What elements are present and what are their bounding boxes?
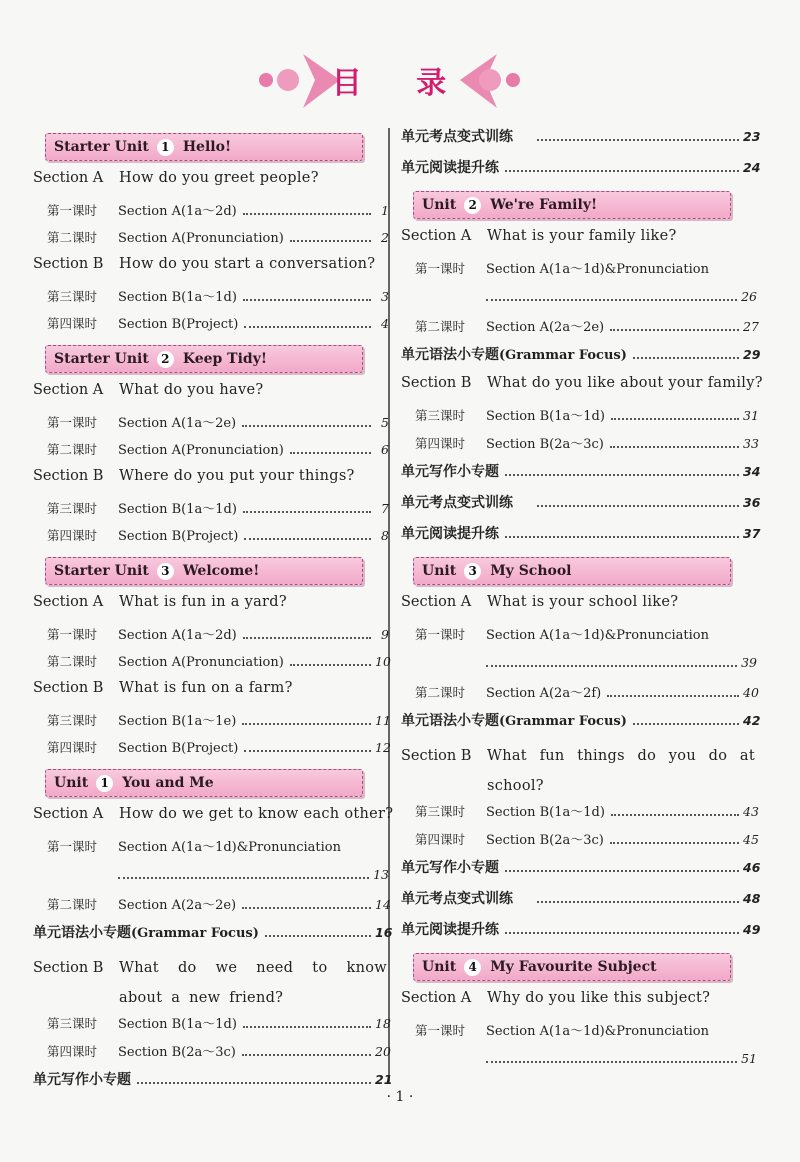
special-topic-entry[interactable] xyxy=(401,126,761,146)
special-topic-entry[interactable] xyxy=(401,857,761,877)
section-question: How do you greet people? xyxy=(119,170,319,186)
lesson-section: Section B(1a～1d) xyxy=(118,1017,237,1032)
dot-leader xyxy=(607,695,739,697)
page-ref: 18 xyxy=(375,1016,391,1031)
topic-title: 单元写作小专题 xyxy=(401,464,499,480)
section-heading xyxy=(401,594,757,610)
unit-header[interactable] xyxy=(413,953,731,981)
unit-name: My School xyxy=(490,563,572,579)
dot-leader xyxy=(244,538,371,540)
section-question: What do you have? xyxy=(119,382,264,398)
dot-leader xyxy=(290,452,371,454)
lesson-line xyxy=(401,655,757,671)
lesson-entry[interactable] xyxy=(33,1041,389,1060)
page-ref: 43 xyxy=(743,804,759,819)
section-question: What is fun on a farm? xyxy=(119,680,293,696)
page-ref: 12 xyxy=(375,740,391,755)
dot-leader xyxy=(242,1054,371,1056)
unit-number-badge: 1 xyxy=(96,775,113,792)
lesson-number: 第四课时 xyxy=(47,316,98,331)
lesson-section: Section B(2a～3c) xyxy=(486,833,604,848)
dot-leader xyxy=(633,357,739,359)
page-ref: 37 xyxy=(743,526,761,541)
lesson-number: 第四课时 xyxy=(47,1044,98,1059)
page-ref: 23 xyxy=(743,129,761,144)
dot-leader xyxy=(537,901,739,903)
lesson-number: 第三课时 xyxy=(47,289,98,304)
lesson-entry[interactable] xyxy=(33,1013,389,1032)
dot-leader xyxy=(505,870,739,872)
lesson-number: 第四课时 xyxy=(415,832,466,847)
section-label: Section B xyxy=(33,256,104,272)
page-ref: 31 xyxy=(743,408,759,423)
lesson-section: Section A(Pronunciation) xyxy=(118,231,284,246)
page-ref: 42 xyxy=(743,713,761,728)
dot-leader xyxy=(505,932,739,934)
dot-leader xyxy=(537,139,739,141)
page-ref: 11 xyxy=(375,713,391,728)
unit-prefix: Starter Unit xyxy=(54,139,149,155)
topic-title: 单元写作小专题 xyxy=(401,860,499,876)
lesson-number: 第三课时 xyxy=(415,804,466,819)
topic-subtitle: (Grammar Focus) xyxy=(499,714,627,729)
section-heading xyxy=(401,375,763,391)
lesson-section: Section A(2a～2e) xyxy=(118,898,237,913)
dot-leader xyxy=(486,299,737,301)
page-ref: 8 xyxy=(381,528,389,543)
special-topic-entry[interactable] xyxy=(401,710,761,730)
lesson-number: 第一课时 xyxy=(47,203,98,218)
page-ref: 51 xyxy=(741,1051,757,1066)
topic-subtitle: (Grammar Focus) xyxy=(131,926,259,941)
dot-leader xyxy=(290,664,371,666)
unit-name: We're Family! xyxy=(490,197,598,213)
unit-name: My Favourite Subject xyxy=(490,959,657,975)
dot-leader xyxy=(537,505,739,507)
lesson-section: Section A(2a～2e) xyxy=(486,320,605,335)
page-ref: 13 xyxy=(373,867,389,882)
page-ref: 46 xyxy=(743,860,761,875)
unit-header[interactable] xyxy=(45,133,363,161)
section-question: Why do you like this subject? xyxy=(487,990,711,1006)
dot-leader xyxy=(243,299,371,301)
lesson-number: 第三课时 xyxy=(47,713,98,728)
page-ref: 34 xyxy=(743,464,761,479)
lesson-number: 第二课时 xyxy=(47,442,98,457)
special-topic-entry[interactable] xyxy=(33,1069,393,1089)
lesson-number: 第一课时 xyxy=(47,839,98,854)
lesson-entry[interactable] xyxy=(401,405,757,424)
section-heading xyxy=(33,256,389,272)
lesson-section: Section A(1a～2e) xyxy=(118,416,237,431)
section-question: What do you like about your family? xyxy=(487,375,763,391)
special-topic-entry[interactable] xyxy=(401,492,761,512)
section-heading xyxy=(33,806,394,822)
lesson-entry[interactable] xyxy=(401,624,757,671)
lesson-section: Section A(1a～2d) xyxy=(118,628,237,643)
page-ref: 40 xyxy=(743,685,759,700)
section-heading xyxy=(33,382,389,398)
unit-header[interactable] xyxy=(45,769,363,797)
dot-leader xyxy=(243,511,371,513)
page-ref: 26 xyxy=(741,289,757,304)
lesson-entry[interactable] xyxy=(33,526,389,544)
lesson-entry[interactable] xyxy=(33,314,389,332)
dot-leader xyxy=(610,446,739,448)
topic-title: 单元语法小专题 xyxy=(33,925,131,941)
unit-prefix: Unit xyxy=(54,775,89,791)
lesson-entry[interactable] xyxy=(33,652,389,670)
section-question: What is your family like? xyxy=(487,228,677,244)
section-heading xyxy=(33,594,389,610)
unit-number-badge: 3 xyxy=(464,563,481,580)
dot-leader xyxy=(242,723,371,725)
lesson-number: 第一课时 xyxy=(47,415,98,430)
lesson-entry[interactable] xyxy=(401,801,757,820)
dot-leader xyxy=(137,1082,371,1084)
special-topic-entry[interactable] xyxy=(401,157,761,177)
section-heading xyxy=(33,680,389,696)
section-heading xyxy=(401,990,757,1006)
page-ref: 20 xyxy=(375,1044,391,1059)
section-question: How do you start a conversation? xyxy=(119,256,376,272)
unit-prefix: Unit xyxy=(422,959,457,975)
lesson-number: 第四课时 xyxy=(47,740,98,755)
lesson-section: Section A(Pronunciation) xyxy=(118,443,284,458)
dot-leader xyxy=(290,240,371,242)
lesson-entry[interactable] xyxy=(33,624,389,643)
dot-leader xyxy=(505,536,739,538)
section-heading xyxy=(33,468,389,484)
section-question: Where do you put your things? xyxy=(119,468,355,484)
lesson-section: Section B(1a～1e) xyxy=(118,714,237,729)
section-heading xyxy=(33,953,389,1013)
page-ref: 4 xyxy=(381,316,389,331)
lesson-entry[interactable] xyxy=(33,498,389,517)
lesson-section: Section A(1a～1d)&Pronunciation xyxy=(486,628,709,643)
unit-header[interactable] xyxy=(45,345,363,373)
lesson-number: 第四课时 xyxy=(47,528,98,543)
lesson-entry[interactable] xyxy=(401,1020,757,1067)
lesson-number: 第一课时 xyxy=(47,627,98,642)
lesson-section: Section B(2a～3c) xyxy=(486,437,604,452)
page-ref: 3 xyxy=(381,289,389,304)
lesson-entry[interactable] xyxy=(401,258,757,305)
lesson-section: Section A(Pronunciation) xyxy=(118,655,284,670)
lesson-number: 第一课时 xyxy=(415,627,466,642)
section-question: What is fun in a yard? xyxy=(119,594,287,610)
page-ref: 14 xyxy=(375,897,391,912)
page-ref: 27 xyxy=(743,319,759,334)
lesson-entry[interactable] xyxy=(33,228,389,246)
unit-number-badge: 1 xyxy=(157,139,174,156)
section-heading xyxy=(401,228,757,244)
lesson-number: 第三课时 xyxy=(415,408,466,423)
section-heading xyxy=(401,741,757,801)
dot-leader xyxy=(244,750,371,752)
dot-leader xyxy=(505,474,739,476)
lesson-line xyxy=(33,867,389,883)
lesson-section: Section B(1a～1d) xyxy=(118,290,237,305)
lesson-section: Section B(2a～3c) xyxy=(118,1045,236,1060)
dot-leader xyxy=(243,637,371,639)
topic-title: 单元写作小专题 xyxy=(33,1072,131,1088)
unit-header[interactable] xyxy=(413,191,731,219)
lesson-entry[interactable] xyxy=(401,829,757,848)
special-topic-entry[interactable] xyxy=(33,922,393,942)
special-topic-entry[interactable] xyxy=(401,888,761,908)
page-ref: 24 xyxy=(743,160,761,175)
unit-number-badge: 2 xyxy=(157,351,174,368)
lesson-line xyxy=(401,624,757,643)
lesson-number: 第二课时 xyxy=(47,230,98,245)
unit-name: Hello! xyxy=(182,139,232,155)
lesson-number: 第二课时 xyxy=(47,654,98,669)
lesson-line xyxy=(401,258,757,277)
page-ref: 2 xyxy=(381,230,389,245)
lesson-entry[interactable] xyxy=(33,710,389,729)
topic-title: 单元阅读提升练 xyxy=(401,160,499,176)
unit-number-badge: 3 xyxy=(157,563,174,580)
lesson-entry[interactable] xyxy=(33,440,389,458)
dot-leader xyxy=(610,329,739,331)
lesson-section: Section A(1a～1d)&Pronunciation xyxy=(486,262,709,277)
lesson-number: 第二课时 xyxy=(47,897,98,912)
dot-leader xyxy=(486,665,737,667)
page-ref: 1 xyxy=(381,203,389,218)
page-ref: 45 xyxy=(743,832,759,847)
dot-leader xyxy=(118,877,369,879)
dot-leader xyxy=(242,425,371,427)
special-topic-entry[interactable] xyxy=(401,461,761,481)
lesson-section: Section B(Project) xyxy=(118,741,239,756)
section-label: Section A xyxy=(401,594,472,610)
page-ref: 16 xyxy=(375,925,393,940)
section-label: Section A xyxy=(33,594,104,610)
lesson-entry[interactable] xyxy=(401,682,757,701)
lesson-number: 第二课时 xyxy=(415,319,466,334)
lesson-section: Section B(1a～1d) xyxy=(486,409,605,424)
unit-name: You and Me xyxy=(122,775,214,791)
section-question: How do we get to know each other? xyxy=(119,806,394,822)
dot-leader xyxy=(611,418,739,420)
section-question: What fun things do you do at school? xyxy=(487,748,755,794)
section-question: What do we need to know about a new friend? xyxy=(119,960,387,1006)
section-label: Section B xyxy=(33,960,104,976)
page-ref: 49 xyxy=(743,922,761,937)
lesson-number: 第三课时 xyxy=(47,1016,98,1031)
page-ref: 21 xyxy=(375,1072,393,1087)
section-question: What is your school like? xyxy=(487,594,679,610)
special-topic-entry[interactable] xyxy=(401,523,761,543)
page-ref: 5 xyxy=(381,415,389,430)
topic-title: 单元语法小专题 xyxy=(401,347,499,363)
dot-leader xyxy=(242,907,371,909)
lesson-section: Section B(Project) xyxy=(118,317,239,332)
page-ref: 7 xyxy=(381,501,389,516)
topic-title: 单元考点变式训练 xyxy=(401,891,513,907)
lesson-line xyxy=(401,1020,757,1039)
section-label: Section A xyxy=(33,382,104,398)
dot-leader xyxy=(243,1026,371,1028)
dot-leader xyxy=(611,814,739,816)
lesson-number: 第一课时 xyxy=(415,1023,466,1038)
unit-prefix: Unit xyxy=(422,563,457,579)
dot-leader xyxy=(265,935,371,937)
lesson-section: Section B(1a～1d) xyxy=(118,502,237,517)
lesson-section: Section A(2a～2f) xyxy=(486,686,602,701)
topic-title: 单元阅读提升练 xyxy=(401,922,499,938)
section-label: Section B xyxy=(33,468,104,484)
lesson-entry[interactable] xyxy=(33,894,389,913)
page-title: 目 录 xyxy=(331,66,469,101)
section-label: Section A xyxy=(401,228,472,244)
page-ref: 39 xyxy=(741,655,757,670)
section-label: Section A xyxy=(33,806,104,822)
page-ref: 33 xyxy=(743,436,759,451)
lesson-number: 第三课时 xyxy=(47,501,98,516)
unit-name: Welcome! xyxy=(182,563,260,579)
lesson-entry[interactable] xyxy=(33,200,389,219)
dot-leader xyxy=(243,213,371,215)
unit-prefix: Starter Unit xyxy=(54,351,149,367)
topic-title: 单元语法小专题 xyxy=(401,713,499,729)
lesson-number: 第二课时 xyxy=(415,685,466,700)
lesson-number: 第四课时 xyxy=(415,436,466,451)
lesson-entry[interactable] xyxy=(401,316,757,335)
lesson-section: Section B(Project) xyxy=(118,529,239,544)
lesson-section: Section A(1a～2d) xyxy=(118,204,237,219)
dot-leader xyxy=(633,723,739,725)
page-ref: 9 xyxy=(381,627,389,642)
unit-header[interactable] xyxy=(413,557,731,585)
page-ref: 36 xyxy=(743,495,761,510)
lesson-entry[interactable] xyxy=(33,738,389,756)
lesson-line xyxy=(401,289,757,305)
lesson-entry[interactable] xyxy=(401,433,757,452)
page-ref: 48 xyxy=(743,891,761,906)
unit-prefix: Starter Unit xyxy=(54,563,149,579)
unit-prefix: Unit xyxy=(422,197,457,213)
page-ref: 6 xyxy=(381,442,389,457)
lesson-line xyxy=(401,1051,757,1067)
section-label: Section B xyxy=(401,375,472,391)
unit-header[interactable] xyxy=(45,557,363,585)
unit-number-badge: 4 xyxy=(464,959,481,976)
topic-title: 单元阅读提升练 xyxy=(401,526,499,542)
lesson-entry[interactable] xyxy=(33,412,389,431)
section-label: Section A xyxy=(33,170,104,186)
special-topic-entry[interactable] xyxy=(401,344,761,364)
topic-title: 单元考点变式训练 xyxy=(401,495,513,511)
special-topic-entry[interactable] xyxy=(401,919,761,939)
dot-leader xyxy=(486,1061,737,1063)
section-heading xyxy=(33,170,389,186)
page-ref: 10 xyxy=(375,654,391,669)
dot-leader xyxy=(244,326,371,328)
topic-subtitle: (Grammar Focus) xyxy=(499,348,627,363)
page-number: · 1 · xyxy=(386,1089,414,1105)
lesson-entry[interactable] xyxy=(33,836,389,883)
lesson-section: Section B(1a～1d) xyxy=(486,805,605,820)
topic-title: 单元考点变式训练 xyxy=(401,129,513,145)
dot-leader xyxy=(610,842,739,844)
section-label: Section B xyxy=(401,748,472,764)
lesson-section: Section A(1a～1d)&Pronunciation xyxy=(118,840,341,855)
unit-name: Keep Tidy! xyxy=(182,351,267,367)
lesson-line xyxy=(33,836,389,855)
lesson-section: Section A(1a～1d)&Pronunciation xyxy=(486,1024,709,1039)
unit-number-badge: 2 xyxy=(464,197,481,214)
section-label: Section A xyxy=(401,990,472,1006)
toc-title-banner xyxy=(0,52,800,112)
lesson-number: 第一课时 xyxy=(415,261,466,276)
page-ref: 29 xyxy=(743,347,761,362)
section-label: Section B xyxy=(33,680,104,696)
dot-leader xyxy=(505,170,739,172)
lesson-entry[interactable] xyxy=(33,286,389,305)
